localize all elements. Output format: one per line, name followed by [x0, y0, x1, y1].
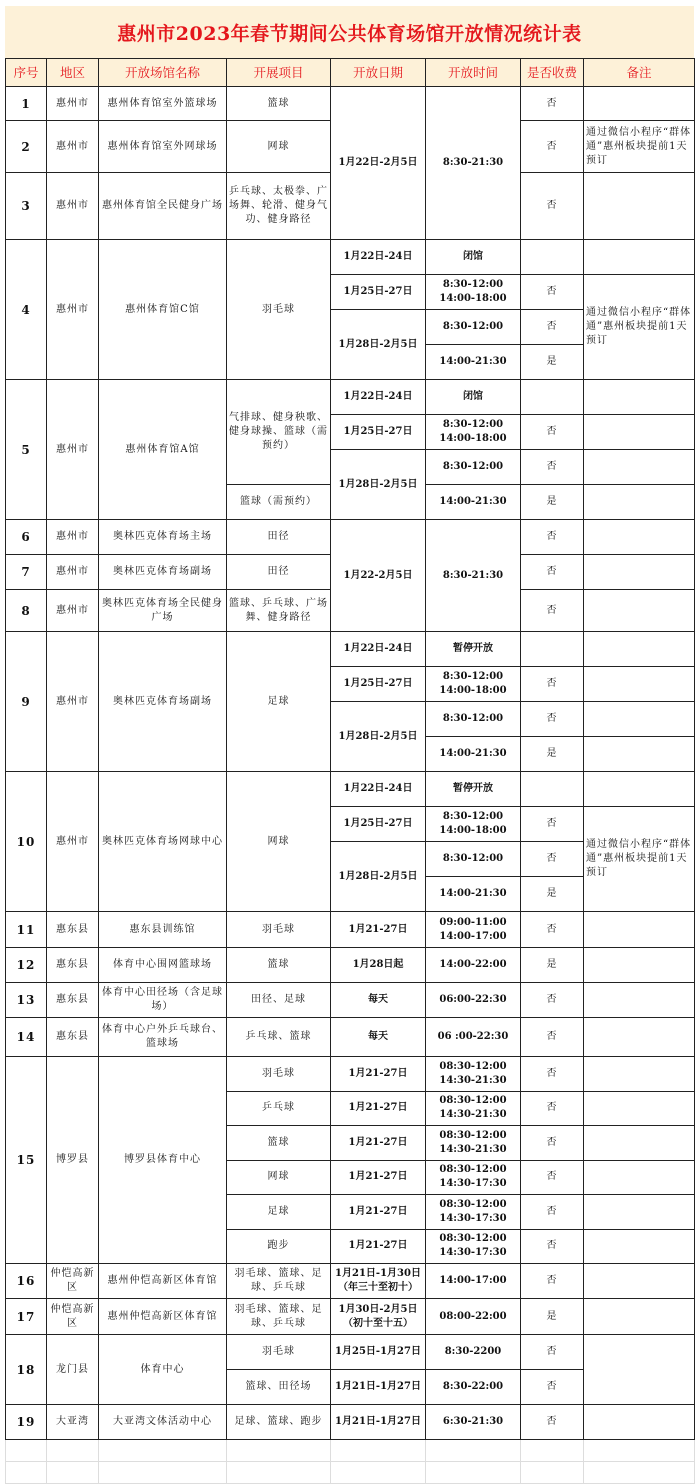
- activity-cell: 羽毛球: [227, 1335, 331, 1370]
- activity-cell: 乒乓球、太极拳、广场舞、轮滑、健身气功、健身路径: [227, 173, 331, 240]
- venue-name-cell: 惠东县训练馆: [99, 912, 227, 948]
- note-cell: [584, 590, 695, 632]
- table-row: [6, 632, 695, 667]
- open-time-cell: 暂停开放: [426, 632, 521, 667]
- open-date-cell: 1月22日-24日: [331, 240, 426, 275]
- fee-cell: 否: [521, 173, 584, 240]
- open-time-cell: 闭馆: [426, 240, 521, 275]
- open-time-cell: 8:30-12:00 14:00-18:00: [426, 275, 521, 310]
- open-time-cell: 08:30-12:00 14:30-17:30: [426, 1195, 521, 1230]
- empty-cell: [47, 1440, 99, 1462]
- open-time-cell: 08:30-12:00 14:30-21:30: [426, 1057, 521, 1092]
- venue-name-cell: 奥林匹克体育场主场: [99, 520, 227, 555]
- open-date-cell: 1月21日-1月27日: [331, 1405, 426, 1440]
- activity-cell: 乒乓球: [227, 1091, 331, 1126]
- note-cell: [584, 1091, 695, 1126]
- venue-name-cell: 惠州仲恺高新区体育馆: [99, 1264, 227, 1299]
- fee-cell: 否: [521, 667, 584, 702]
- open-time-cell: 暂停开放: [426, 772, 521, 807]
- region-cell: 惠东县: [47, 1018, 99, 1057]
- note-cell: 通过微信小程序“群体通”惠州板块提前1天预订: [584, 121, 695, 173]
- note-cell: [584, 632, 695, 667]
- open-date-cell: 1月28日起: [331, 948, 426, 983]
- empty-cell: [521, 1462, 584, 1484]
- fee-cell: 否: [521, 1091, 584, 1126]
- open-date-cell: 每天: [331, 1018, 426, 1057]
- table-row: [6, 948, 695, 983]
- open-time-cell: 8:30-12:00: [426, 702, 521, 737]
- note-cell: [584, 702, 695, 737]
- open-time-cell: 06:00-22:30: [426, 983, 521, 1018]
- empty-cell: [47, 1462, 99, 1484]
- activity-cell: 篮球（需预约）: [227, 485, 331, 520]
- table-row: [6, 1405, 695, 1440]
- open-date-cell: 1月22日-24日: [331, 380, 426, 415]
- open-time-cell: 08:30-12:00 14:30-17:30: [426, 1160, 521, 1195]
- activity-cell: 网球: [227, 121, 331, 173]
- empty-cell: [331, 1440, 426, 1462]
- fee-cell: 是: [521, 737, 584, 772]
- open-time-cell: 14:00-21:30: [426, 345, 521, 380]
- note-cell: [584, 240, 695, 275]
- open-time-cell: 8:30-21:30: [426, 520, 521, 632]
- venue-name-cell: 惠州体育馆A馆: [99, 380, 227, 520]
- table-row: [6, 1264, 695, 1299]
- region-cell: 惠东县: [47, 912, 99, 948]
- note-cell: [584, 415, 695, 450]
- note-cell: [584, 1299, 695, 1335]
- empty-cell: [426, 1462, 521, 1484]
- region-cell: 惠州市: [47, 555, 99, 590]
- header-no: 序号: [6, 59, 47, 87]
- open-date-cell: 1月21-27日: [331, 1057, 426, 1092]
- venue-name-cell: 体育中心田径场（含足球场）: [99, 983, 227, 1018]
- open-time-cell: 8:30-2200: [426, 1335, 521, 1370]
- activity-cell: 气排球、健身秧歌、健身球操、篮球（需预约）: [227, 380, 331, 485]
- open-date-cell: 1月25日-27日: [331, 415, 426, 450]
- venue-name-cell: 奥林匹克体育场副场: [99, 632, 227, 772]
- note-cell: [584, 450, 695, 485]
- table-row: [6, 912, 695, 948]
- fee-cell: 是: [521, 485, 584, 520]
- open-time-cell: 8:30-12:00 14:00-18:00: [426, 667, 521, 702]
- open-time-cell: 14:00-17:00: [426, 1264, 521, 1299]
- empty-cell: [6, 1462, 47, 1484]
- venue-name-cell: 体育中心户外乒乓球台、篮球场: [99, 1018, 227, 1057]
- fee-cell: 是: [521, 877, 584, 912]
- fee-cell: 否: [521, 520, 584, 555]
- region-cell: 惠州市: [47, 772, 99, 912]
- open-date-cell: 1月21-27日: [331, 1229, 426, 1264]
- page-title: 惠州市2023年春节期间公共体育场馆开放情况统计表: [5, 6, 694, 58]
- note-cell: [584, 737, 695, 772]
- open-time-cell: 8:30-12:00: [426, 842, 521, 877]
- open-time-cell: 8:30-12:00 14:00-18:00: [426, 415, 521, 450]
- open-time-cell: 8:30-21:30: [426, 87, 521, 240]
- region-cell: 博罗县: [47, 1057, 99, 1264]
- activity-cell: 田径: [227, 520, 331, 555]
- venue-name-cell: 博罗县体育中心: [99, 1057, 227, 1264]
- open-time-cell: 14:00-22:00: [426, 948, 521, 983]
- open-date-cell: 1月21-27日: [331, 1126, 426, 1161]
- activity-cell: 篮球、田径场: [227, 1370, 331, 1405]
- venue-name-cell: 惠州体育馆室外网球场: [99, 121, 227, 173]
- open-time-cell: 闭馆: [426, 380, 521, 415]
- open-time-cell: 14:00-21:30: [426, 485, 521, 520]
- header-notes: 备注: [584, 59, 695, 87]
- region-cell: 仲恺高新区: [47, 1299, 99, 1335]
- activity-cell: 足球: [227, 1195, 331, 1230]
- empty-cell: [6, 1440, 47, 1462]
- note-cell: [584, 173, 695, 240]
- region-cell: 惠东县: [47, 948, 99, 983]
- open-time-cell: 14:00-21:30: [426, 877, 521, 912]
- fee-cell: 否: [521, 1335, 584, 1370]
- row-number: 16: [6, 1264, 47, 1299]
- venue-name-cell: 大亚湾文体活动中心: [99, 1405, 227, 1440]
- fee-cell: 否: [521, 842, 584, 877]
- venue-name-cell: 体育中心围网篮球场: [99, 948, 227, 983]
- venue-name-cell: 体育中心: [99, 1335, 227, 1405]
- row-number: 12: [6, 948, 47, 983]
- region-cell: 惠州市: [47, 520, 99, 555]
- region-cell: 惠州市: [47, 380, 99, 520]
- activity-cell: 篮球: [227, 87, 331, 121]
- venue-name-cell: 惠州体育馆室外篮球场: [99, 87, 227, 121]
- fee-cell: 是: [521, 1299, 584, 1335]
- table-row: [6, 240, 695, 275]
- fee-cell: [521, 632, 584, 667]
- fee-cell: 否: [521, 590, 584, 632]
- fee-cell: 否: [521, 702, 584, 737]
- empty-cell: [584, 1462, 695, 1484]
- venue-name-cell: 惠州体育馆C馆: [99, 240, 227, 380]
- fee-cell: 否: [521, 1229, 584, 1264]
- row-number: 2: [6, 121, 47, 173]
- row-number: 9: [6, 632, 47, 772]
- venue-name-cell: 奥林匹克体育场网球中心: [99, 772, 227, 912]
- open-date-cell: 1月28日-2月5日: [331, 842, 426, 912]
- venue-name-cell: 惠州仲恺高新区体育馆: [99, 1299, 227, 1335]
- fee-cell: 否: [521, 1160, 584, 1195]
- open-date-cell: 1月25日-27日: [331, 275, 426, 310]
- open-time-cell: 06 :00-22:30: [426, 1018, 521, 1057]
- empty-cell: [227, 1440, 331, 1462]
- empty-cell: [227, 1462, 331, 1484]
- region-cell: 龙门县: [47, 1335, 99, 1405]
- fee-cell: 否: [521, 912, 584, 948]
- table-row: [6, 87, 695, 121]
- note-cell: [584, 380, 695, 415]
- row-number: 7: [6, 555, 47, 590]
- open-time-cell: 08:30-12:00 14:30-21:30: [426, 1126, 521, 1161]
- fee-cell: 否: [521, 275, 584, 310]
- row-number: 10: [6, 772, 47, 912]
- fee-cell: 否: [521, 807, 584, 842]
- empty-cell: [331, 1462, 426, 1484]
- header-dates: 开放日期: [331, 59, 426, 87]
- fee-cell: 否: [521, 121, 584, 173]
- note-cell: [584, 912, 695, 948]
- activity-cell: 田径: [227, 555, 331, 590]
- open-date-cell: 1月21日-1月30日（年三十至初十）: [331, 1264, 426, 1299]
- open-time-cell: 09:00-11:00 14:00-17:00: [426, 912, 521, 948]
- note-cell: [584, 1018, 695, 1057]
- open-date-cell: 1月22日-2月5日: [331, 87, 426, 240]
- open-date-cell: 1月25日-1月27日: [331, 1335, 426, 1370]
- activity-cell: 羽毛球: [227, 240, 331, 380]
- open-date-cell: 1月28日-2月5日: [331, 450, 426, 520]
- region-cell: 惠州市: [47, 240, 99, 380]
- note-cell: [584, 1160, 695, 1195]
- row-number: 3: [6, 173, 47, 240]
- note-cell: [584, 1264, 695, 1299]
- row-number: 13: [6, 983, 47, 1018]
- open-date-cell: 1月25日-27日: [331, 667, 426, 702]
- table-row: [6, 1057, 695, 1092]
- note-cell: [584, 1126, 695, 1161]
- empty-cell: [521, 1440, 584, 1462]
- open-time-cell: 08:30-12:00 14:30-17:30: [426, 1229, 521, 1264]
- row-number: 17: [6, 1299, 47, 1335]
- row-number: 18: [6, 1335, 47, 1405]
- fee-cell: [521, 380, 584, 415]
- table-row: [6, 1018, 695, 1057]
- empty-cell: [426, 1440, 521, 1462]
- open-date-cell: 1月22日-24日: [331, 772, 426, 807]
- note-cell: [584, 1405, 695, 1440]
- fee-cell: [521, 240, 584, 275]
- venue-table: [5, 58, 695, 1484]
- note-cell: [584, 87, 695, 121]
- row-number: 14: [6, 1018, 47, 1057]
- header-times: 开放时间: [426, 59, 521, 87]
- region-cell: 大亚湾: [47, 1405, 99, 1440]
- header-fee: 是否收费: [521, 59, 584, 87]
- open-date-cell: 1月21-27日: [331, 1160, 426, 1195]
- region-cell: 惠州市: [47, 173, 99, 240]
- fee-cell: 否: [521, 555, 584, 590]
- activity-cell: 篮球: [227, 1126, 331, 1161]
- region-cell: 惠州市: [47, 87, 99, 121]
- fee-cell: 否: [521, 1405, 584, 1440]
- fee-cell: 否: [521, 87, 584, 121]
- open-date-cell: 1月21-27日: [331, 912, 426, 948]
- row-number: 11: [6, 912, 47, 948]
- empty-cell: [99, 1440, 227, 1462]
- table-row: [6, 772, 695, 807]
- row-number: 1: [6, 87, 47, 121]
- activity-cell: 足球、篮球、跑步: [227, 1405, 331, 1440]
- header-row: [6, 59, 695, 87]
- activity-cell: 网球: [227, 1160, 331, 1195]
- open-date-cell: 1月22日-24日: [331, 632, 426, 667]
- fee-cell: 否: [521, 1018, 584, 1057]
- empty-cell: [99, 1462, 227, 1484]
- open-time-cell: 8:30-12:00 14:00-18:00: [426, 807, 521, 842]
- table-row: [6, 520, 695, 555]
- activity-cell: 羽毛球、篮球、足球、乒乓球: [227, 1264, 331, 1299]
- note-cell: [584, 667, 695, 702]
- fee-cell: 否: [521, 415, 584, 450]
- open-date-cell: 每天: [331, 983, 426, 1018]
- open-time-cell: 14:00-21:30: [426, 737, 521, 772]
- note-cell: 通过微信小程序“群体通”惠州板块提前1天预订: [584, 807, 695, 912]
- fee-cell: 是: [521, 948, 584, 983]
- note-cell: [584, 948, 695, 983]
- note-cell: 通过微信小程序“群体通”惠州板块提前1天预订: [584, 275, 695, 380]
- fee-cell: 否: [521, 1057, 584, 1092]
- row-number: 15: [6, 1057, 47, 1264]
- header-venue: 开放场馆名称: [99, 59, 227, 87]
- open-date-cell: 1月25日-27日: [331, 807, 426, 842]
- open-time-cell: 8:30-22:00: [426, 1370, 521, 1405]
- header-items: 开展项目: [227, 59, 331, 87]
- note-cell: [584, 1195, 695, 1230]
- open-date-cell: 1月30日-2月5日（初十至十五）: [331, 1299, 426, 1335]
- venue-name-cell: 奥林匹克体育场全民健身广场: [99, 590, 227, 632]
- note-cell: [584, 485, 695, 520]
- open-date-cell: 1月22-2月5日: [331, 520, 426, 632]
- table-row: [6, 1299, 695, 1335]
- table-row: [6, 1335, 695, 1370]
- note-cell: [584, 520, 695, 555]
- fee-cell: 否: [521, 1264, 584, 1299]
- open-time-cell: 08:00-22:00: [426, 1299, 521, 1335]
- fee-cell: 否: [521, 450, 584, 485]
- table-row: [6, 380, 695, 415]
- note-cell: [584, 772, 695, 807]
- activity-cell: 乒乓球、篮球: [227, 1018, 331, 1057]
- open-time-cell: 8:30-12:00: [426, 310, 521, 345]
- activity-cell: 田径、足球: [227, 983, 331, 1018]
- fee-cell: 否: [521, 1195, 584, 1230]
- activity-cell: 羽毛球、篮球、足球、乒乓球: [227, 1299, 331, 1335]
- venue-name-cell: 惠州体育馆全民健身广场: [99, 173, 227, 240]
- activity-cell: 羽毛球: [227, 1057, 331, 1092]
- region-cell: 惠东县: [47, 983, 99, 1018]
- fee-cell: 否: [521, 983, 584, 1018]
- row-number: 19: [6, 1405, 47, 1440]
- fee-cell: 否: [521, 310, 584, 345]
- note-cell: [584, 1335, 695, 1405]
- activity-cell: 羽毛球: [227, 912, 331, 948]
- activity-cell: 足球: [227, 632, 331, 772]
- region-cell: 惠州市: [47, 121, 99, 173]
- open-time-cell: 08:30-12:00 14:30-21:30: [426, 1091, 521, 1126]
- fee-cell: 否: [521, 1126, 584, 1161]
- empty-cell: [584, 1440, 695, 1462]
- activity-cell: 跑步: [227, 1229, 331, 1264]
- row-number: 8: [6, 590, 47, 632]
- region-cell: 仲恺高新区: [47, 1264, 99, 1299]
- open-date-cell: 1月21日-1月27日: [331, 1370, 426, 1405]
- open-date-cell: 1月21-27日: [331, 1195, 426, 1230]
- fee-cell: 否: [521, 1370, 584, 1405]
- open-time-cell: 8:30-12:00: [426, 450, 521, 485]
- note-cell: [584, 1229, 695, 1264]
- fee-cell: 是: [521, 345, 584, 380]
- open-date-cell: 1月28日-2月5日: [331, 702, 426, 772]
- empty-row: [6, 1462, 695, 1484]
- row-number: 4: [6, 240, 47, 380]
- activity-cell: 篮球: [227, 948, 331, 983]
- note-cell: [584, 1057, 695, 1092]
- region-cell: 惠州市: [47, 632, 99, 772]
- row-number: 5: [6, 380, 47, 520]
- row-number: 6: [6, 520, 47, 555]
- activity-cell: 网球: [227, 772, 331, 912]
- open-date-cell: 1月21-27日: [331, 1091, 426, 1126]
- activity-cell: 篮球、乒乓球、广场舞、健身路径: [227, 590, 331, 632]
- note-cell: [584, 555, 695, 590]
- empty-row: [6, 1440, 695, 1462]
- open-time-cell: 6:30-21:30: [426, 1405, 521, 1440]
- fee-cell: [521, 772, 584, 807]
- table-row: [6, 983, 695, 1018]
- region-cell: 惠州市: [47, 590, 99, 632]
- header-region: 地区: [47, 59, 99, 87]
- open-date-cell: 1月28日-2月5日: [331, 310, 426, 380]
- venue-name-cell: 奥林匹克体育场副场: [99, 555, 227, 590]
- note-cell: [584, 983, 695, 1018]
